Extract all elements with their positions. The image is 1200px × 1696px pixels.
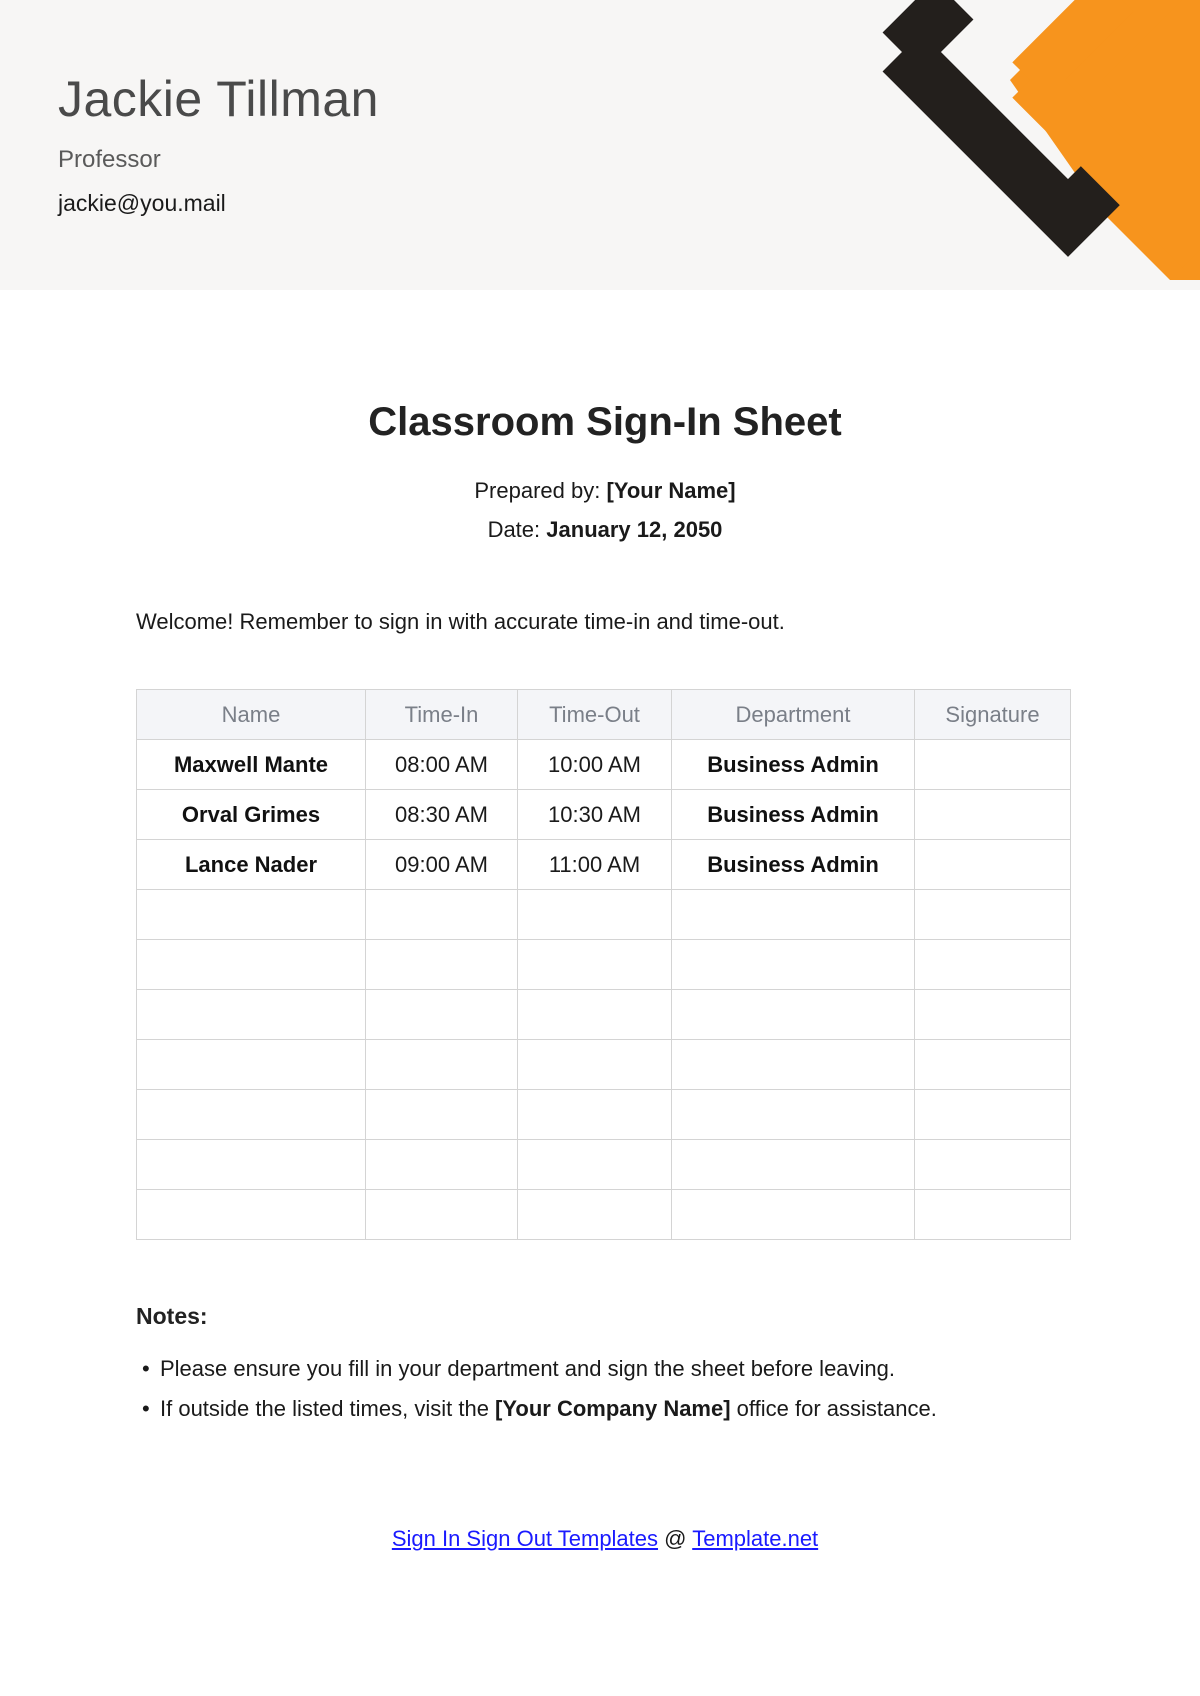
sign-in-sign-out-templates-link[interactable]: Sign In Sign Out Templates [391, 1526, 659, 1551]
cell-department [672, 1190, 915, 1240]
cell-signature[interactable] [915, 840, 1071, 890]
cell-time-in [366, 890, 518, 940]
note-item [136, 1356, 937, 1382]
author-email: jackie@you.mail [58, 190, 226, 216]
cell-time-in: 09:00 AM [366, 840, 518, 890]
note-item [136, 1396, 937, 1422]
cell-department [672, 940, 915, 990]
column-header-time-in: Time-In [366, 690, 518, 740]
table-row [137, 990, 1071, 1040]
cell-signature[interactable] [915, 940, 1071, 990]
cell-signature[interactable] [915, 1190, 1071, 1240]
table-row [137, 1140, 1071, 1190]
prepared-by-label: Prepared by: [474, 478, 601, 503]
column-header-department: Department [672, 690, 915, 740]
cell-time-out: 10:30 AM [518, 790, 672, 840]
cell-department: Business Admin [672, 840, 915, 890]
cell-name [137, 1190, 366, 1240]
cell-department [672, 890, 915, 940]
cell-name [137, 940, 366, 990]
cell-time-out [518, 1040, 672, 1090]
cell-time-out [518, 940, 672, 990]
table-row [137, 1040, 1071, 1090]
letterhead [0, 0, 1200, 290]
cell-signature[interactable] [915, 1140, 1071, 1190]
note-item-2-before: If outside the listed times, visit the [160, 1396, 496, 1421]
cell-department [672, 1140, 915, 1190]
cell-time-in: 08:00 AM [366, 740, 518, 790]
column-header-signature: Signature [915, 690, 1071, 740]
author-name: Jackie Tillman [58, 71, 379, 127]
cell-name [137, 1140, 366, 1190]
cell-department: Business Admin [672, 740, 915, 790]
notes-heading: Notes: [136, 1303, 208, 1329]
footer-separator: @ [658, 1526, 693, 1551]
cell-signature[interactable] [915, 740, 1071, 790]
sign-in-table [136, 689, 1071, 1240]
cell-department [672, 1040, 915, 1090]
intro-text: Welcome! Remember to sign in with accurate time-in and time-out. [136, 609, 785, 634]
note-item-2-after: office for assistance. [730, 1396, 937, 1421]
column-header-time-out: Time-Out [518, 690, 672, 740]
table-body [137, 740, 1071, 1240]
date-line [0, 517, 1200, 543]
column-header-name: Name [137, 690, 366, 740]
cell-time-out: 10:00 AM [518, 740, 672, 790]
table-row [137, 790, 1071, 840]
cell-time-in [366, 1090, 518, 1140]
author-title: Professor [58, 146, 161, 173]
notes-list [136, 1356, 937, 1436]
cell-time-in [366, 1190, 518, 1240]
cell-department [672, 1090, 915, 1140]
table-row [137, 890, 1071, 940]
date-value: January 12, 2050 [546, 517, 723, 542]
cell-name: Lance Nader [137, 840, 366, 890]
cell-time-in [366, 990, 518, 1040]
cell-name [137, 1040, 366, 1090]
cell-name: Maxwell Mante [137, 740, 366, 790]
footer [0, 1526, 1200, 1552]
cell-name [137, 890, 366, 940]
table-row [137, 840, 1071, 890]
cell-name [137, 990, 366, 1040]
cell-time-in: 08:30 AM [366, 790, 518, 840]
prepared-by-line [0, 478, 1200, 504]
cell-time-out [518, 1090, 672, 1140]
document-title: Classroom Sign-In Sheet [368, 400, 842, 444]
decorative-chevrons [0, 0, 1200, 290]
cell-time-out [518, 1140, 672, 1190]
cell-time-out [518, 990, 672, 1040]
company-name-placeholder: [Your Company Name] [495, 1396, 731, 1421]
table-row [137, 740, 1071, 790]
note-item-1-text: Please ensure you fill in your department and sign the sheet before leaving. [160, 1356, 896, 1381]
cell-department [672, 990, 915, 1040]
cell-name: Orval Grimes [137, 790, 366, 840]
cell-time-in [366, 940, 518, 990]
cell-signature[interactable] [915, 790, 1071, 840]
cell-department: Business Admin [672, 790, 915, 840]
cell-time-in [366, 1040, 518, 1090]
cell-signature[interactable] [915, 1090, 1071, 1140]
cell-time-out [518, 890, 672, 940]
template-net-link[interactable]: Template.net [692, 1526, 819, 1551]
cell-name [137, 1090, 366, 1140]
cell-signature[interactable] [915, 890, 1071, 940]
table-header-row [137, 690, 1071, 740]
table-row [137, 940, 1071, 990]
cell-time-out [518, 1190, 672, 1240]
cell-signature[interactable] [915, 990, 1071, 1040]
prepared-by-value: [Your Name] [606, 478, 736, 503]
table-row [137, 1190, 1071, 1240]
date-label: Date: [487, 517, 541, 542]
table-row [137, 1090, 1071, 1140]
cell-time-in [366, 1140, 518, 1190]
cell-time-out: 11:00 AM [518, 840, 672, 890]
cell-signature[interactable] [915, 1040, 1071, 1090]
